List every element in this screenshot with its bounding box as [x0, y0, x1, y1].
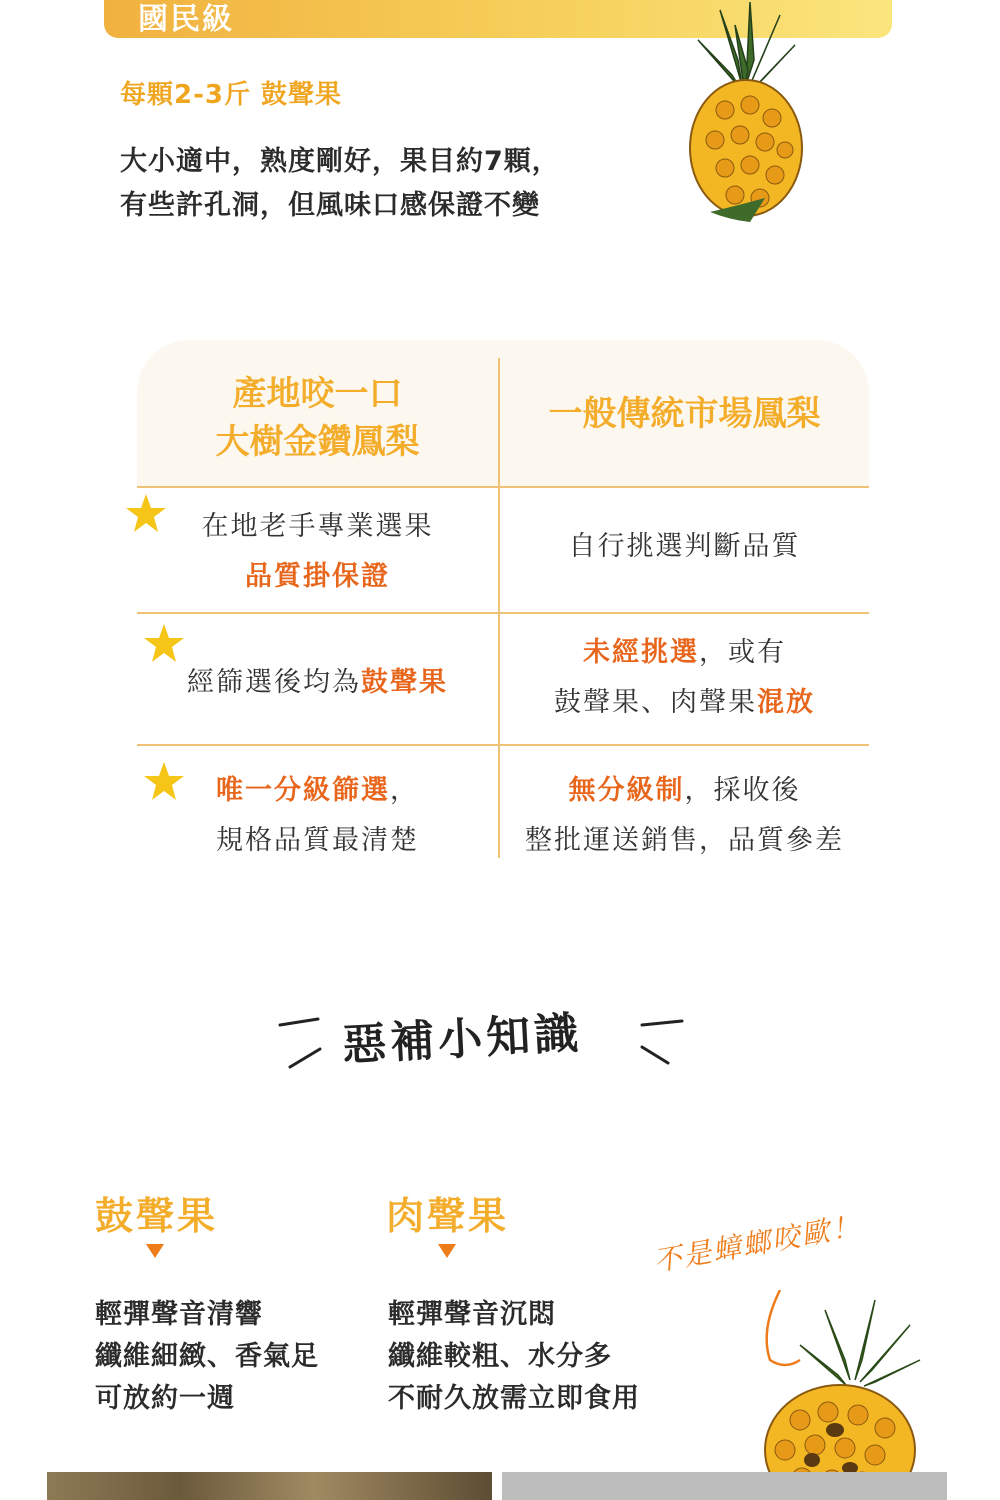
row-divider [137, 744, 869, 746]
cell-text: 鼓聲果、肉聲果 [554, 687, 757, 718]
cell-highlight: 混放 [757, 687, 815, 718]
drum-fruit-title: 鼓聲果 [95, 1194, 219, 1238]
cell-text: 整批運送銷售，品質參差 [525, 825, 844, 856]
table-cell [500, 628, 869, 728]
handwritten-note: 不是蟑螂咬歐！ [650, 1208, 864, 1278]
list-item: 纖維較粗、水分多 [388, 1341, 612, 1372]
knowledge-title: 惡補小知識 [341, 1007, 584, 1072]
pineapple-illustration [680, 0, 810, 230]
table-cell [137, 766, 498, 866]
cell-highlight: 唯一分級篩選 [216, 775, 390, 806]
cell-highlight: 未經挑選 [583, 637, 699, 668]
table-cell [137, 658, 498, 708]
cell-highlight: 無分級制 [568, 775, 685, 806]
row-divider [137, 612, 869, 614]
cell-text: 規格品質最清楚 [216, 825, 419, 856]
cell-text: ， [390, 775, 419, 806]
grade-desc-line2: 有些許孔洞，但風味口感保證不變 [120, 190, 540, 221]
cell-text: 在地老手專業選果 [201, 511, 434, 542]
cell-text: ，採收後 [684, 775, 801, 806]
list-item: 輕彈聲音沉悶 [388, 1299, 556, 1330]
drum-fruit-list [95, 1294, 319, 1420]
column-header-market: 一般傳統市場鳳梨 [548, 394, 821, 434]
photo-placeholder [502, 1472, 947, 1500]
flesh-fruit-title: 肉聲果 [386, 1194, 510, 1238]
cell-text: 經篩選後均為 [187, 667, 361, 698]
list-item: 不耐久放需立即食用 [388, 1383, 640, 1414]
grade-description [120, 140, 560, 228]
grade-banner-label: 國民級 [138, 2, 234, 37]
arrow-down-icon [146, 1244, 164, 1258]
table-cell [500, 766, 869, 866]
knowledge-heading [270, 985, 690, 1075]
cell-highlight: 鼓聲果 [361, 667, 448, 698]
column-header-line: 產地咬一口 [232, 374, 403, 414]
column-header-line: 大樹金鑽鳳梨 [215, 422, 420, 462]
grade-subtitle: 每顆2-3斤 鼓聲果 [120, 80, 343, 110]
cell-highlight: 品質掛保證 [245, 561, 390, 592]
pineapple-illustration [740, 1290, 940, 1500]
flesh-fruit-list [388, 1294, 640, 1420]
cell-text: ，或有 [699, 637, 786, 668]
table-cell [137, 502, 498, 602]
grade-desc-line1: 大小適中，熟度剛好，果目約7顆， [120, 146, 560, 177]
table-cell: 自行挑選判斷品質 [568, 531, 801, 562]
list-item: 輕彈聲音清響 [95, 1299, 263, 1330]
photo-pineapple-field [47, 1472, 492, 1500]
comparison-table [137, 340, 869, 860]
row-divider [137, 486, 869, 488]
list-item: 可放約一週 [95, 1383, 235, 1414]
column-header-dashu [137, 370, 498, 466]
list-item: 纖維細緻、香氣足 [95, 1341, 319, 1372]
arrow-down-icon [438, 1244, 456, 1258]
